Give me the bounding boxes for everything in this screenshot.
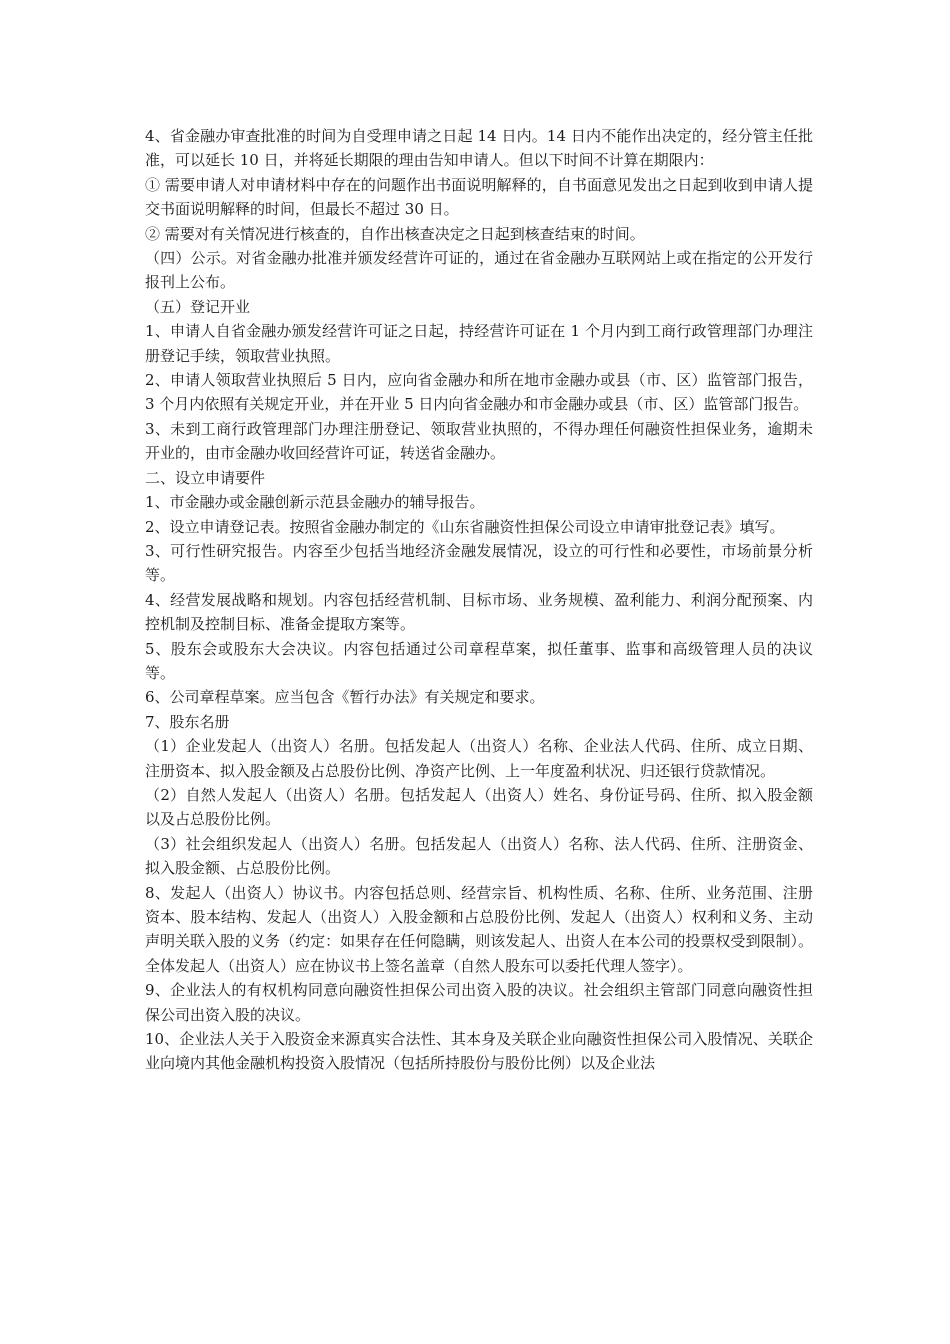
paragraph-requirement-1: 1、市金融办或金融创新示范县金融办的辅导报告。 <box>145 493 485 512</box>
section-heading-requirements: 二、设立申请要件 <box>145 468 266 487</box>
paragraph-shareholder-social-org: （3）社会组织发起人（出资人）名册。包括发起人（出资人）名称、法人代码、住所、注册资金、拟入股金额、占总股份比例。 <box>145 834 813 878</box>
paragraph-requirement-6: 6、公司章程草案。应当包含《暂行办法》有关规定和要求。 <box>145 688 545 707</box>
paragraph-registration-3: 3、未到工商行政管理部门办理注册登记、领取营业执照的，不得办理任何融资性担保业务，逾期未开业的，由市金融办收回经营许可证，转送省金融办。 <box>145 419 813 463</box>
paragraph-requirement-10: 10、企业法人关于入股资金来源真实合法性、其本身及关联企业向融资性担保公司入股情况、关联企业向境内其他金融机构投资入股情况（包括所持股份与股份比例）以及企业法 <box>145 1030 813 1073</box>
paragraph-requirement-5: 5、股东会或股东大会决议。内容包括通过公司章程草案，拟任董事、监事和高级管理人员的决议等。 <box>145 639 813 682</box>
section-heading-registration: （五）登记开业 <box>145 297 251 316</box>
paragraph-requirement-4: 4、经营发展战略和规划。内容包括经营机制、目标市场、业务规模、盈利能力、利润分配预案、内控机制及控制目标、准备金提取方案等。 <box>145 590 813 634</box>
paragraph-registration-2: 2、申请人领取营业执照后 5 日内，应向省金融办和所在地市金融办或县（市、区）监管部门报告，3 个月内依照有关规定开业，并在开业 5 日内向省金融办和市金融办或县（市、区）监管部门报告。 <box>145 371 813 414</box>
paragraph-requirement-7: 7、股东名册 <box>145 712 230 731</box>
paragraph-exception-1: ① 需要申请人对申请材料中存在的问题作出书面说明解释的，自书面意见发出之日起到收到申请人提交书面说明解释的时间，但最长不超过 30 日。 <box>145 175 813 219</box>
paragraph-publicity: （四）公示。对省金融办批准并颁发经营许可证的，通过在省金融办互联网站上或在指定的公开发行报刊上公布。 <box>145 249 813 292</box>
paragraph-requirement-8: 8、发起人（出资人）协议书。内容包括总则、经营宗旨、机构性质、名称、住所、业务范围、注册资本、股本结构、发起人（出资人）入股金额和占总股份比例、发起人（出资人）权利和义务、主动声明关联入股的义务（约定：如果存在任何隐瞒，则该发起人、出资人在本公司的投票权受到限制）。全体发起人（出资人）应在协议书上签名盖章（自然人股东可以委托代理人签字）。 <box>145 883 813 975</box>
paragraph-review-period: 4、省金融办审查批准的时间为自受理申请之日起 14 日内。14 日内不能作出决定的，经分管主任批准，可以延长 10 日，并将延长期限的理由告知申请人。但以下时间不计算在期限内： <box>145 127 813 170</box>
paragraph-shareholder-enterprise: （1）企业发起人（出资人）名册。包括发起人（出资人）名称、企业法人代码、住所、成立日期、注册资本、拟入股金额及占总股份比例、净资产比例、上一年度盈利状况、归还银行贷款情况。 <box>145 737 813 780</box>
paragraph-requirement-2: 2、设立申请登记表。按照省金融办制定的《山东省融资性担保公司设立申请审批登记表》填写。 <box>145 517 785 536</box>
paragraph-requirement-3: 3、可行性研究报告。内容至少包括当地经济金融发展情况，设立的可行性和必要性，市场前景分析等。 <box>145 541 813 585</box>
paragraph-shareholder-natural-person: （2）自然人发起人（出资人）名册。包括发起人（出资人）姓名、身份证号码、住所、拟入股金额以及占总股份比例。 <box>145 785 813 829</box>
paragraph-registration-1: 1、申请人自省金融办颁发经营许可证之日起，持经营许可证在 1 个月内到工商行政管理部门办理注册登记手续，领取营业执照。 <box>145 322 813 365</box>
paragraph-requirement-9: 9、企业法人的有权机构同意向融资性担保公司出资入股的决议。社会组织主管部门同意向融资性担保公司出资入股的决议。 <box>145 981 813 1024</box>
paragraph-exception-2: ② 需要对有关情况进行核查的，自作出核查决定之日起到核查结束的时间。 <box>145 224 645 243</box>
document-body <box>145 124 813 1076</box>
